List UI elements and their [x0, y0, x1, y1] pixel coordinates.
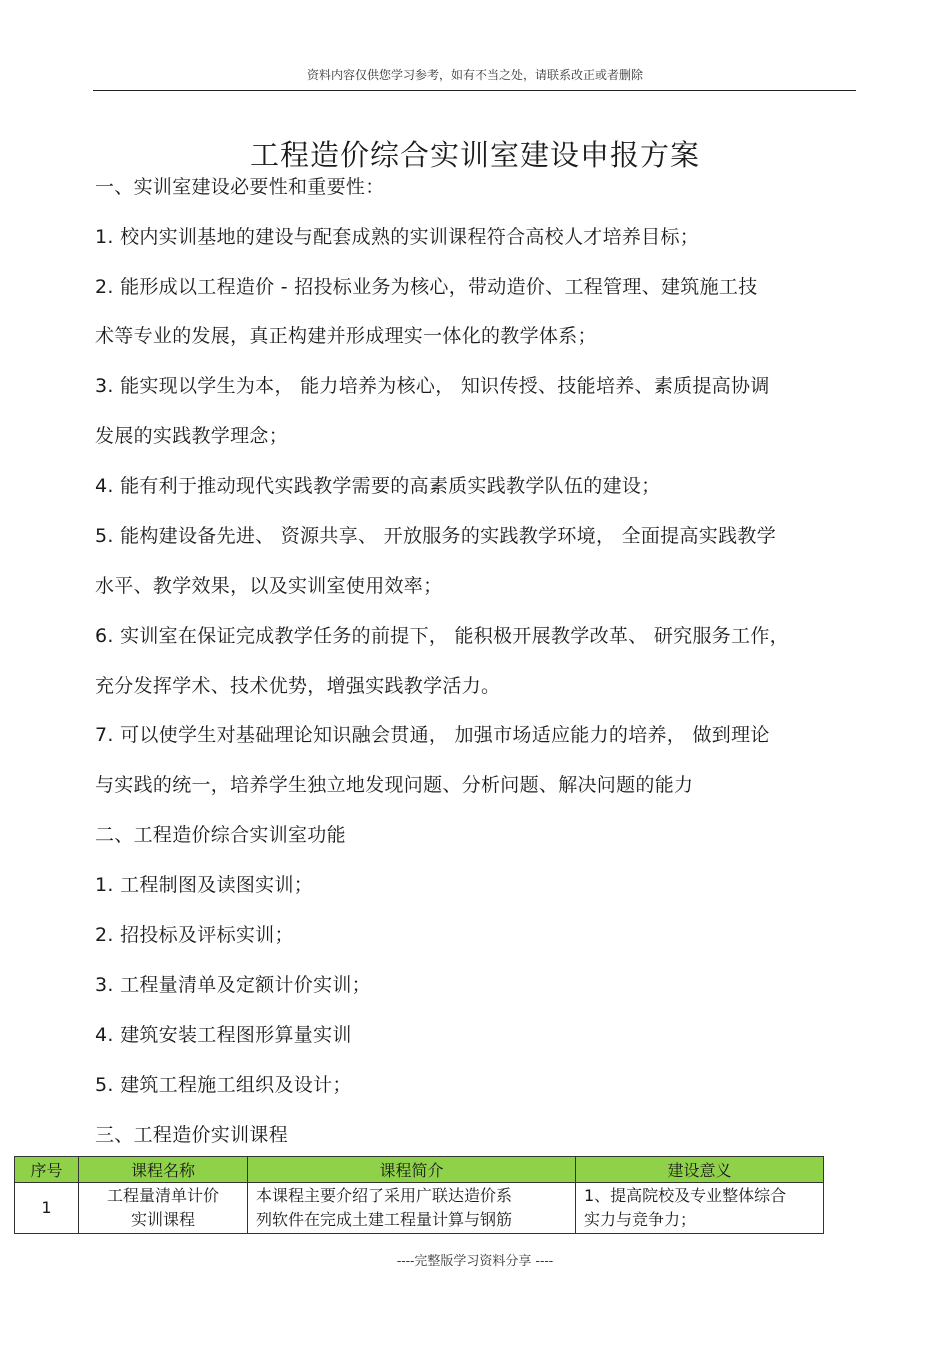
table-row: [15, 1183, 824, 1234]
course-name-line-1: 工程量清单计价: [106, 1186, 219, 1205]
section2-heading: 二、工程造价综合实训室功能: [95, 824, 346, 846]
section1-item-1: 1. 校内实训基地的建设与配套成熟的实训课程符合高校人才培养目标；: [95, 226, 700, 248]
section1-item-5-continued: 水平、教学效果，以及实训室使用效率；: [95, 575, 443, 597]
document-title: 工程造价综合实训室建设申报方案: [249, 138, 700, 173]
section1-item-6: 6. 实训室在保证完成教学任务的前提下， 能积极开展教学改革、 研究服务工作，: [95, 625, 789, 647]
header-disclaimer: 资料内容仅供您学习参考，如有不当之处，请联系改正或者删除: [306, 68, 643, 82]
column-header-course-intro: 课程简介: [248, 1157, 576, 1183]
footer-note: ----完整版学习资料分享 ----: [396, 1254, 554, 1269]
column-header-significance: 建设意义: [576, 1157, 824, 1183]
course-name-line-2: 实训课程: [130, 1210, 195, 1229]
section1-item-7-continued: 与实践的统一，培养学生独立地发现问题、分析问题、解决问题的能力: [95, 774, 694, 796]
significance-line-1: 1、提高院校及专业整体综合: [584, 1186, 787, 1205]
section1-item-3-continued: 发展的实践教学理念；: [95, 425, 289, 447]
column-header-course-name: 课程名称: [79, 1157, 248, 1183]
section1-item-3: 3. 能实现以学生为本， 能力培养为核心， 知识传授、技能培养、素质提高协调: [95, 375, 770, 397]
section2-item-5: 5. 建筑工程施工组织及设计；: [95, 1074, 352, 1096]
section1-item-2: 2. 能形成以工程造价 - 招投标业务为核心，带动造价、工程管理、建筑施工技: [95, 276, 758, 298]
section1-item-5: 5. 能构建设备先进、 资源共享、 开放服务的实践教学环境， 全面提高实践教学: [95, 525, 776, 547]
significance-cell: [576, 1183, 824, 1234]
column-header-index: 序号: [15, 1157, 79, 1183]
row-index: 1: [15, 1183, 79, 1234]
section3-heading: 三、工程造价实训课程: [95, 1124, 289, 1146]
section1-heading: 一、实训室建设必要性和重要性：: [95, 176, 385, 198]
section2-item-1: 1. 工程制图及读图实训；: [95, 874, 314, 896]
section1-item-4: 4. 能有利于推动现代实践教学需要的高素质实践教学队伍的建设；: [95, 475, 661, 497]
section2-item-2: 2. 招投标及评标实训；: [95, 924, 294, 946]
header-divider: [93, 90, 856, 91]
table-header-row: [15, 1157, 824, 1183]
course-table: [14, 1156, 824, 1234]
section1-item-7: 7. 可以使学生对基础理论知识融会贯通， 加强市场适应能力的培养， 做到理论: [95, 724, 770, 746]
course-name-cell: [79, 1183, 248, 1234]
section1-item-2-continued: 术等专业的发展，真正构建并形成理实一体化的教学体系；: [95, 325, 597, 347]
section2-item-3: 3. 工程量清单及定额计价实训；: [95, 974, 371, 996]
course-intro-line-2: 列软件在完成土建工程量计算与钢筋: [256, 1210, 513, 1229]
section1-item-6-continued: 充分发挥学术、技术优势，增强实践教学活力。: [95, 675, 501, 697]
significance-line-2: 实力与竞争力；: [584, 1210, 697, 1229]
course-intro-cell: [248, 1183, 576, 1234]
section2-item-4: 4. 建筑安装工程图形算量实训: [95, 1024, 352, 1046]
course-intro-line-1: 本课程主要介绍了采用广联达造价系: [256, 1186, 513, 1205]
